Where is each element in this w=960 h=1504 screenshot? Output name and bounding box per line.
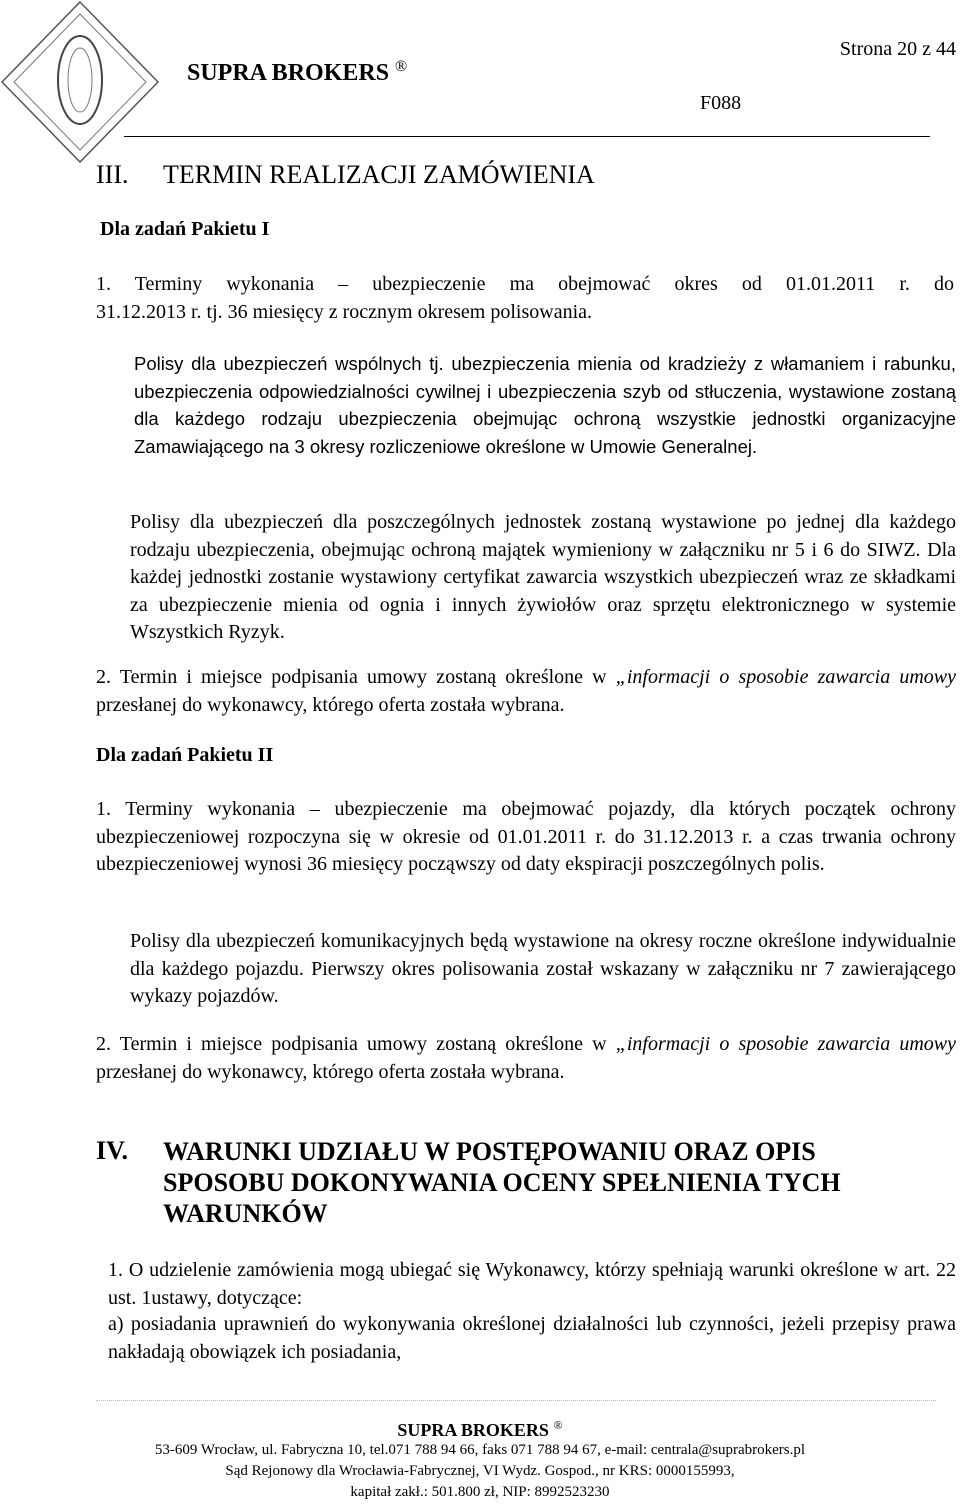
package-1-item-2: 2. Termin i miejsce podpisania umowy zostaną określone w „informacji o sposobie zawarcia umowy przesłanej do wykonawcy, którego oferta została wybrana. — [96, 666, 956, 716]
package-1-paragraph-a: Polisy dla ubezpieczeń wspólnych tj. ubezpieczenia mienia od kradzieży z włamaniem i rabunku, ubezpieczenia odpowiedzialności cywilnej i ubezpieczenia szyb od stłuczenia, wystawione zostaną dla każdego rodzaju ubezpieczenia obejmując ochroną wszystkie jednostki organizacyjne Zamawiającego na 3 okresy rozliczeniowe określone w Umowie Generalnej. — [134, 353, 956, 457]
registered-mark: ® — [395, 58, 408, 75]
package-2-item-2: 2. Termin i miejsce podpisania umowy zostaną określone w „informacji o sposobie zawarcia umowy przesłanej do wykonawcy, którego oferta została wybrana. — [96, 1033, 956, 1083]
package-1-heading: Dla zadań Pakietu I — [100, 218, 270, 240]
section-3-title: TERMIN REALIZACJI ZAMÓWIENIA — [163, 160, 595, 189]
footer-capital: kapitał zakł.: 501.800 zł, NIP: 8992523230 — [350, 1484, 610, 1500]
form-code: F088 — [700, 92, 742, 114]
section-4-item-1: 1. O udzielenie zamówienia mogą ubiegać się Wykonawcy, którzy spełniają warunki określone w art. 22 ust. 1ustawy, dotyczące: — [108, 1259, 956, 1309]
footer-registered-mark: ® — [553, 1418, 563, 1432]
section-4-title: WARUNKI UDZIAŁU W POSTĘPOWANIU ORAZ OPIS SPOSOBU DOKONYWANIA OCENY SPEŁNIENIA TYCH WARUNKÓW — [163, 1137, 841, 1228]
package-1-item-1: 1. Terminy wykonania – ubezpieczenie ma obejmować okres od 01.01.2011 r. do 31.12.2013 r. tj. 36 miesięcy z rocznym okresem polisowania. — [96, 273, 954, 323]
section-4-item-a: a) posiadania uprawnień do wykonywania określonej działalności lub czynności, jeżeli przepisy prawa nakładają obowiązek ich posiadania, — [108, 1313, 956, 1363]
package-1-paragraph-b: Polisy dla ubezpieczeń dla poszczególnych jednostek zostaną wystawione po jednej dla każdego rodzaju ubezpieczenia, obejmując ochroną majątek wymieniony w załączniku nr 5 i 6 do SIWZ. Dla każdej jednostki zostanie wystawiony certyfikat zawarcia wszystkich ubezpieczeń wraz ze składkami za ubezpieczenie mienia od ognia i innych żywiołów oraz sprzętu elektronicznego w systemie Wszystkich Ryzyk. — [130, 511, 956, 643]
section-3-numeral: III. — [96, 160, 129, 189]
package-2-item-1: 1. Terminy wykonania – ubezpieczenie ma obejmować pojazdy, dla których początek ochrony ubezpieczeniowej rozpoczyna się w okresie od 01.01.2011 r. do 31.12.2013 r. a czas trwania ochrony ubezpieczeniowej wynosi 36 miesięcy począwszy od daty ekspiracji poszczególnych polis. — [96, 798, 956, 875]
section-4-numeral: IV. — [96, 1136, 129, 1165]
package-2-heading: Dla zadań Pakietu II — [96, 744, 274, 766]
header-divider — [124, 136, 930, 137]
footer-divider — [96, 1400, 936, 1401]
company-logo — [0, 0, 160, 165]
page-number: Strona 20 z 44 — [839, 38, 956, 60]
header-brand: SUPRA BROKERS ® — [187, 58, 408, 86]
footer-brand: SUPRA BROKERS ® — [397, 1418, 563, 1440]
footer-address: 53-609 Wrocław, ul. Fabryczna 10, tel.071 788 94 66, faks 071 788 94 67, e-mail: centrala@suprabrokers.pl — [154, 1442, 806, 1458]
footer-court-registry: Sąd Rejonowy dla Wrocławia-Fabrycznej, VI Wydz. Gospod., nr KRS: 0000155993, — [225, 1463, 735, 1479]
package-2-paragraph: Polisy dla ubezpieczeń komunikacyjnych będą wystawione na okresy roczne określone indywidualnie dla każdego pojazdu. Pierwszy okres polisowania został wskazany w załączniku nr 7 zawierającego wykazy pojazdów. — [130, 930, 956, 1007]
